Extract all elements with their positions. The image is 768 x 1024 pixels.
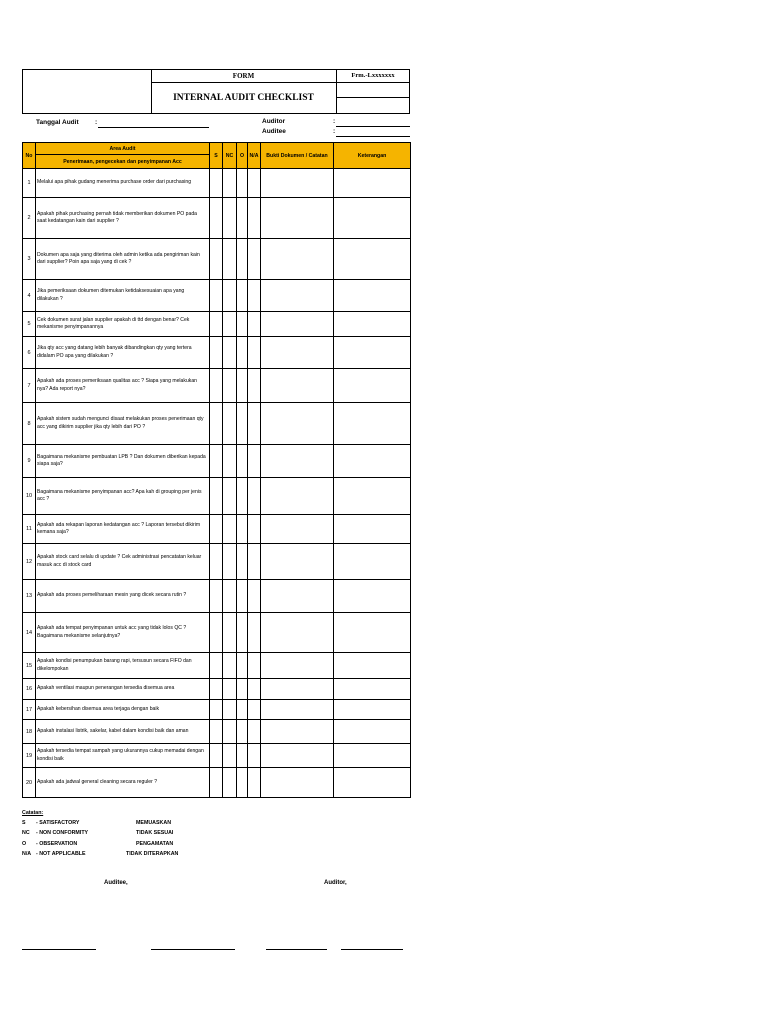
na-check-cell[interactable] [248,700,261,720]
na-check-cell[interactable] [248,544,261,580]
row-number: 6 [23,337,36,369]
table-row [23,169,411,198]
row-number: 12 [23,544,36,580]
row-number: 9 [23,445,36,478]
form-number-cell-2 [337,83,409,98]
bukti-cell[interactable] [261,478,334,515]
na-check-cell[interactable] [248,198,261,239]
row-number: 17 [23,700,36,720]
col-header-area: Area Audit [36,143,210,155]
na-check-cell[interactable] [248,445,261,478]
nc-check-cell[interactable] [223,169,237,198]
legend-indonesian: PENGAMATAN [136,841,174,847]
audit-question: Jika pemeriksaan dokumen ditemukan ketidaksesuaian apa yang dilakukan ? [36,280,210,312]
keterangan-cell[interactable] [334,679,411,700]
na-check-cell[interactable] [248,653,261,679]
nc-check-cell[interactable] [223,198,237,239]
col-header-no: No [23,143,36,169]
audit-question: Apakah ventilasi maupun penerangan tersedia disemua area [36,679,210,700]
na-check-cell[interactable] [248,613,261,653]
row-number: 20 [23,768,36,798]
o-check-cell[interactable] [237,720,248,744]
nc-check-cell[interactable] [223,337,237,369]
row-number: 13 [23,580,36,613]
na-check-cell[interactable] [248,403,261,445]
na-check-cell[interactable] [248,720,261,744]
auditor-field[interactable] [336,126,410,127]
tanggal-audit-field[interactable] [98,127,209,128]
table-row [23,337,411,369]
keterangan-cell[interactable] [334,198,411,239]
bukti-cell[interactable] [261,337,334,369]
table-row [23,544,411,580]
table-row [23,768,411,798]
bukti-cell[interactable] [261,198,334,239]
nc-check-cell[interactable] [223,403,237,445]
row-number: 8 [23,403,36,445]
o-check-cell[interactable] [237,768,248,798]
legend-code: O [22,841,27,847]
o-check-cell[interactable] [237,337,248,369]
table-row [23,403,411,445]
form-header [22,69,410,114]
o-check-cell[interactable] [237,239,248,280]
s-check-cell[interactable] [210,369,223,403]
legend-code: NC [22,830,30,836]
logo-cell [23,70,152,113]
col-header-nc: NC [223,143,237,169]
s-check-cell[interactable] [210,768,223,798]
audit-question: Apakah stock card selalu di update ? Cek administrasi pencatatan keluar masuk acc di stock card [36,544,210,580]
table-row [23,679,411,700]
bukti-cell[interactable] [261,312,334,337]
na-check-cell[interactable] [248,768,261,798]
o-check-cell[interactable] [237,478,248,515]
row-number: 1 [23,169,36,198]
bukti-cell[interactable] [261,679,334,700]
s-check-cell[interactable] [210,515,223,544]
table-row [23,720,411,744]
o-check-cell[interactable] [237,580,248,613]
row-number: 14 [23,613,36,653]
audit-question: Apakah ada proses pemeliharaan mesin yang dicek secara rutin ? [36,580,210,613]
legend-code: N/A [22,851,32,857]
o-check-cell[interactable] [237,312,248,337]
keterangan-cell[interactable] [334,478,411,515]
row-number: 15 [23,653,36,679]
row-number: 18 [23,720,36,744]
audit-question: Apakah pihak purchasing pernah tidak memberikan dokumen PO pada saat kedatangan kain dari supplier ? [36,198,210,239]
row-number: 11 [23,515,36,544]
row-number: 3 [23,239,36,280]
legend-english: - SATISFACTORY [36,820,80,826]
col-header-area-sub: Penerimaan, pengecekan dan penyimpanan Acc [36,155,210,169]
nc-check-cell[interactable] [223,613,237,653]
s-check-cell[interactable] [210,403,223,445]
table-row [23,239,411,280]
tanggal-audit-label: Tanggal Audit [36,119,79,126]
legend-english: - NON CONFORMITY [36,830,89,836]
auditor-signature-label: Auditor, [324,880,347,886]
tanggal-audit-colon: : [95,119,98,126]
bukti-cell[interactable] [261,613,334,653]
s-check-cell[interactable] [210,239,223,280]
s-check-cell[interactable] [210,337,223,369]
o-check-cell[interactable] [237,613,248,653]
nc-check-cell[interactable] [223,312,237,337]
row-number: 5 [23,312,36,337]
bukti-cell[interactable] [261,720,334,744]
audit-question: Cek dokumen surat jalan supplier apakah di ttd dengan benar? Cek mekanisme penyimpanannya [36,312,210,337]
legend-indonesian: TIDAK SESUAI [136,830,174,836]
na-check-cell[interactable] [248,679,261,700]
bukti-cell[interactable] [261,580,334,613]
nc-check-cell[interactable] [223,445,237,478]
auditee-field[interactable] [336,136,410,137]
keterangan-cell[interactable] [334,239,411,280]
legend-code: S [22,820,26,826]
bukti-cell[interactable] [261,239,334,280]
table-row [23,478,411,515]
legend-indonesian: TIDAK DITERAPKAN [126,851,179,857]
o-check-cell[interactable] [237,700,248,720]
na-check-cell[interactable] [248,312,261,337]
keterangan-cell[interactable] [334,515,411,544]
o-check-cell[interactable] [237,515,248,544]
keterangan-cell[interactable] [334,169,411,198]
audit-question: Apakah ada proses pemeriksaan qualitas acc ? Siapa yang melakukan nya? Ada report nya? [36,369,210,403]
audit-question: Bagaimana mekanisme penyimpanan acc? Apa kah di grouping per jenis acc ? [36,478,210,515]
keterangan-cell[interactable] [334,403,411,445]
na-check-cell[interactable] [248,337,261,369]
legend-english: - NOT APPLICABLE [36,851,86,857]
na-check-cell[interactable] [248,515,261,544]
bukti-cell[interactable] [261,445,334,478]
signature-line-2[interactable] [151,949,235,950]
audit-question: Apakah instalasi listrik, sakelar, kabel dalam kondisi baik dan aman [36,720,210,744]
form-label: FORM [151,70,337,83]
o-check-cell[interactable] [237,653,248,679]
legend-english: - OBSERVATION [36,841,78,847]
keterangan-cell[interactable] [334,312,411,337]
legend-indonesian: MEMUASKAN [136,820,172,826]
na-check-cell[interactable] [248,280,261,312]
audit-question: Apakah ada jadwal general cleaning secara reguler ? [36,768,210,798]
na-check-cell[interactable] [248,478,261,515]
col-header-keterangan: Keterangan [334,143,411,169]
keterangan-cell[interactable] [334,768,411,798]
bukti-cell[interactable] [261,403,334,445]
keterangan-cell[interactable] [334,580,411,613]
bukti-cell[interactable] [261,744,334,768]
table-row [23,580,411,613]
table-row [23,744,411,768]
bukti-cell[interactable] [261,515,334,544]
na-check-cell[interactable] [248,580,261,613]
table-row [23,613,411,653]
audit-question: Apakah ada tempat penyimpanan untuk acc yang tidak lolos QC ? Bagaimana mekanisme selanjutnya? [36,613,210,653]
form-number-cell-3 [337,98,409,113]
keterangan-cell[interactable] [334,700,411,720]
signature-line-1[interactable] [22,949,96,950]
signature-line-3[interactable] [266,949,327,950]
nc-check-cell[interactable] [223,720,237,744]
table-row [23,280,411,312]
nc-check-cell[interactable] [223,653,237,679]
row-number: 2 [23,198,36,239]
bukti-cell[interactable] [261,544,334,580]
s-check-cell[interactable] [210,679,223,700]
o-check-cell[interactable] [237,445,248,478]
table-row [23,515,411,544]
s-check-cell[interactable] [210,169,223,198]
row-number: 10 [23,478,36,515]
s-check-cell[interactable] [210,613,223,653]
nc-check-cell[interactable] [223,679,237,700]
o-check-cell[interactable] [237,744,248,768]
table-row [23,198,411,239]
bukti-cell[interactable] [261,653,334,679]
nc-check-cell[interactable] [223,700,237,720]
keterangan-cell[interactable] [334,280,411,312]
document-title: INTERNAL AUDIT CHECKLIST [151,83,337,113]
audit-question: Bagaimana mekanisme pembuatan LPB ? Dan dokumen diberikan kepada siapa saja? [36,445,210,478]
audit-question: Dokumen apa saja yang diterima oleh admin ketika ada pengiriman kain dari supplier? Poin apa saja yang di cek ? [36,239,210,280]
o-check-cell[interactable] [237,403,248,445]
s-check-cell[interactable] [210,580,223,613]
nc-check-cell[interactable] [223,478,237,515]
nc-check-cell[interactable] [223,280,237,312]
s-check-cell[interactable] [210,653,223,679]
auditee-signature-label: Auditee, [104,880,128,886]
keterangan-cell[interactable] [334,744,411,768]
s-check-cell[interactable] [210,700,223,720]
col-header-s: S [210,143,223,169]
nc-check-cell[interactable] [223,744,237,768]
audit-question: Jika qty acc yang datang lebih banyak dibandingkan qty yang tertera didalam PO apa yang dilakukan ? [36,337,210,369]
row-number: 4 [23,280,36,312]
bukti-cell[interactable] [261,369,334,403]
auditor-label: Auditor [262,118,286,125]
row-number: 19 [23,744,36,768]
row-number: 16 [23,679,36,700]
s-check-cell[interactable] [210,544,223,580]
col-header-na: N/A [248,143,261,169]
s-check-cell[interactable] [210,445,223,478]
o-check-cell[interactable] [237,679,248,700]
legend-title: Catatan: [22,810,44,816]
na-check-cell[interactable] [248,744,261,768]
audit-checklist-table [22,142,411,798]
s-check-cell[interactable] [210,744,223,768]
o-check-cell[interactable] [237,280,248,312]
auditee-label: Auditee [262,128,286,135]
audit-question: Melalui apa pihak gudang menerima purchase order dari purchasing [36,169,210,198]
o-check-cell[interactable] [237,198,248,239]
s-check-cell[interactable] [210,478,223,515]
table-row [23,312,411,337]
keterangan-cell[interactable] [334,720,411,744]
row-number: 7 [23,369,36,403]
s-check-cell[interactable] [210,312,223,337]
o-check-cell[interactable] [237,169,248,198]
nc-check-cell[interactable] [223,580,237,613]
s-check-cell[interactable] [210,720,223,744]
table-row [23,445,411,478]
bukti-cell[interactable] [261,768,334,798]
col-header-bukti: Bukti Dokumen / Catatan [261,143,334,169]
audit-question: Apakah ada rekapan laporan kedatangan acc ? Laporan tersebut dikirim kemana saja? [36,515,210,544]
col-header-o: O [237,143,248,169]
audit-question: Apakah sistem sudah mengunci disaat melakukan proses penerimaan qty acc yang dikirim supplier jika qty lebih dari PO ? [36,403,210,445]
form-number: Frm.-Lxxxxxxx [337,70,409,83]
keterangan-cell[interactable] [334,369,411,403]
bukti-cell[interactable] [261,700,334,720]
o-check-cell[interactable] [237,544,248,580]
audit-question: Apakah tersedia tempat sampah yang ukurannya cukup memadai dengan kondisi baik [36,744,210,768]
nc-check-cell[interactable] [223,239,237,280]
na-check-cell[interactable] [248,169,261,198]
audit-question: Apakah kondisi penumpukan barang rapi, tersusun secara FIFO dan dikelompokan [36,653,210,679]
signature-line-4[interactable] [341,949,403,950]
auditor-colon: : [333,118,336,125]
na-check-cell[interactable] [248,369,261,403]
nc-check-cell[interactable] [223,369,237,403]
nc-check-cell[interactable] [223,515,237,544]
keterangan-cell[interactable] [334,337,411,369]
bukti-cell[interactable] [261,169,334,198]
nc-check-cell[interactable] [223,768,237,798]
table-row [23,653,411,679]
table-row [23,700,411,720]
na-check-cell[interactable] [248,239,261,280]
bukti-cell[interactable] [261,280,334,312]
audit-question: Apakah kebersihan disemua area terjaga dengan baik [36,700,210,720]
keterangan-cell[interactable] [334,544,411,580]
keterangan-cell[interactable] [334,613,411,653]
s-check-cell[interactable] [210,198,223,239]
auditee-colon: : [333,128,336,135]
keterangan-cell[interactable] [334,445,411,478]
table-row [23,369,411,403]
s-check-cell[interactable] [210,280,223,312]
keterangan-cell[interactable] [334,653,411,679]
nc-check-cell[interactable] [223,544,237,580]
o-check-cell[interactable] [237,369,248,403]
